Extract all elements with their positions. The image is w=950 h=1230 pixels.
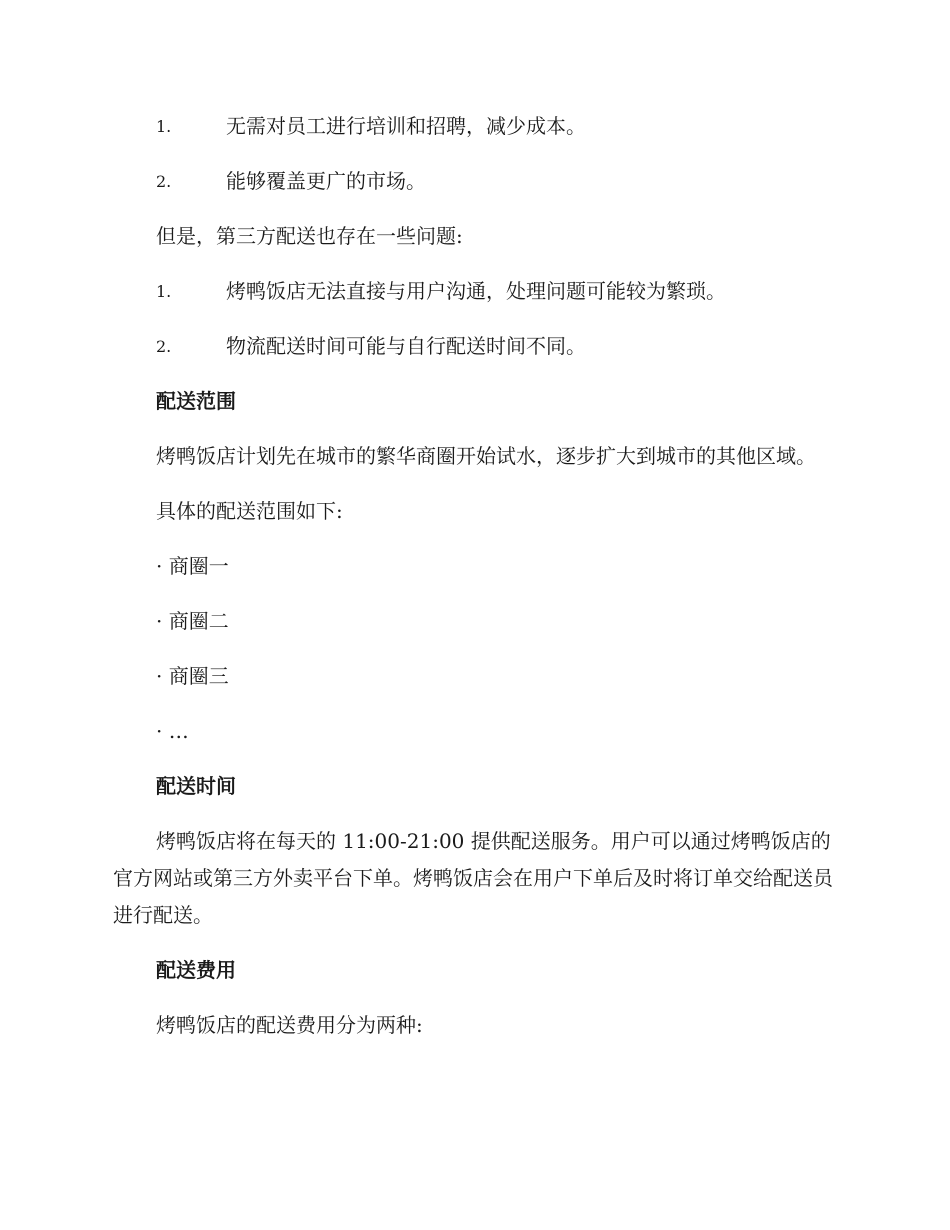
- time-paragraph: 烤鸭饭店将在每天的 11:00-21:00 提供配送服务。用户可以通过烤鸭饭店的官方网站或第三方外卖平台下单。烤鸭饭店会在用户下单后及时将订单交给配送员进行配送。: [113, 829, 833, 927]
- advantage-item-1: [113, 108, 837, 145]
- list-number: 2.: [156, 337, 172, 356]
- document-content: [113, 108, 837, 1062]
- range-intro: 具体的配送范围如下:: [156, 499, 343, 523]
- issue-item-1: [113, 273, 837, 310]
- range-paragraph: 烤鸭饭店计划先在城市的繁华商圈开始试水，逐步扩大到城市的其他区域。: [156, 444, 816, 468]
- list-number: 1.: [156, 117, 172, 136]
- list-item: · 商圈二: [156, 609, 229, 633]
- fee-paragraph: 烤鸭饭店的配送费用分为两种:: [156, 1013, 423, 1037]
- list-item: · …: [156, 719, 189, 743]
- list-number: 2.: [156, 172, 172, 191]
- list-number: 1.: [156, 282, 172, 301]
- list-item: · 商圈一: [156, 554, 229, 578]
- advantage-item-2: [113, 163, 837, 200]
- list-text: 无需对员工进行培训和招聘，减少成本。: [226, 114, 586, 138]
- list-text: 烤鸭饭店无法直接与用户沟通，处理问题可能较为繁琐。: [226, 279, 726, 303]
- list-text: 能够覆盖更广的市场。: [226, 169, 426, 193]
- fee-heading: 配送费用: [156, 958, 236, 982]
- issues-intro: 但是，第三方配送也存在一些问题:: [156, 224, 463, 248]
- range-heading: 配送范围: [156, 389, 236, 413]
- issue-item-2: [113, 328, 837, 365]
- time-heading: 配送时间: [156, 774, 236, 798]
- list-text: 物流配送时间可能与自行配送时间不同。: [226, 334, 586, 358]
- list-item: · 商圈三: [156, 664, 229, 688]
